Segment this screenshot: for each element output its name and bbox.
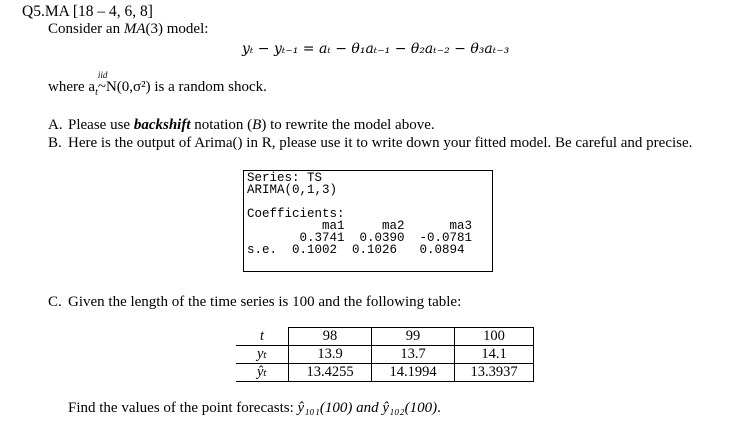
model-equation: yₜ − yₜ₋₁ = aₜ − θ₁aₜ₋₁ − θ₂aₜ₋₂ − θ₃aₜ₋₃ <box>242 41 510 57</box>
part-b-text: Here is the output of Arima() in R, please use it to write down your fitted model. Be careful and precise. <box>68 135 693 151</box>
part-a-text-3: ) to rewrite the model above. <box>261 117 435 133</box>
forecast-table <box>236 327 534 382</box>
table-cell: 100 <box>455 328 534 346</box>
r-line-coefficients: Coefficients: <box>247 207 345 221</box>
table-row <box>236 328 534 346</box>
part-c-label: C. <box>48 294 62 310</box>
footer-end: . <box>437 400 441 416</box>
intro-line <box>48 21 208 38</box>
where-suffix: is a random shock. <box>150 79 267 95</box>
table-row <box>236 346 534 364</box>
iid-label: iid <box>97 70 108 80</box>
table-cell: 13.3937 <box>455 364 534 382</box>
r-line-se: s.e. 0.1002 0.1026 0.0894 <box>247 243 465 257</box>
where-line <box>48 70 267 98</box>
r-output-box <box>243 170 493 272</box>
footer-and: and <box>352 400 383 416</box>
table-cell: 14.1 <box>455 346 534 364</box>
part-a-text-1: Please use <box>68 117 134 133</box>
row-label-t: t <box>236 328 289 346</box>
table-cell: 13.7 <box>372 346 455 364</box>
table-cell: 14.1994 <box>372 364 455 382</box>
part-c <box>48 294 461 311</box>
table-cell: 98 <box>289 328 372 346</box>
part-a-bold: backshift <box>133 117 191 133</box>
forecast-102: ŷ₁₀₂(100) <box>382 400 438 416</box>
r-line-coef: 0.3741 0.0390 -0.0781 <box>247 231 473 245</box>
r-line-header: ma1 ma2 ma3 <box>247 219 473 233</box>
where-sub: t <box>95 87 98 98</box>
footer-line <box>68 400 441 417</box>
part-c-text: Given the length of the time series is 100 and the following table: <box>68 294 462 310</box>
footer-text: Find the values of the point forecasts: <box>68 400 298 416</box>
part-a-label: A. <box>48 117 63 133</box>
part-b <box>48 135 692 152</box>
where-prefix: where a <box>48 79 96 95</box>
table-row <box>236 364 534 382</box>
intro-suffix: (3) model: <box>145 21 209 37</box>
distribution: ~N(0,σ²) <box>97 79 151 95</box>
table-cell: 13.9 <box>289 346 372 364</box>
intro-model: MA <box>123 21 146 37</box>
part-a-text-2: notation ( <box>190 117 253 133</box>
forecast-101: ŷ₁₀₁(100) <box>297 400 353 416</box>
r-line-series: Series: TS <box>247 171 323 185</box>
row-label-yhat: ŷₜ <box>236 364 289 382</box>
part-b-label: B. <box>48 135 62 151</box>
table-cell: 99 <box>372 328 455 346</box>
r-line-model: ARIMA(0,1,3) <box>247 183 338 197</box>
table-cell: 13.4255 <box>289 364 372 382</box>
question-title: Q5.MA [18 – 4, 6, 8] <box>22 3 153 20</box>
intro-prefix: Consider an <box>48 21 124 37</box>
row-label-y: yₜ <box>236 346 289 364</box>
part-a <box>48 117 435 134</box>
part-a-B: B <box>252 117 262 133</box>
